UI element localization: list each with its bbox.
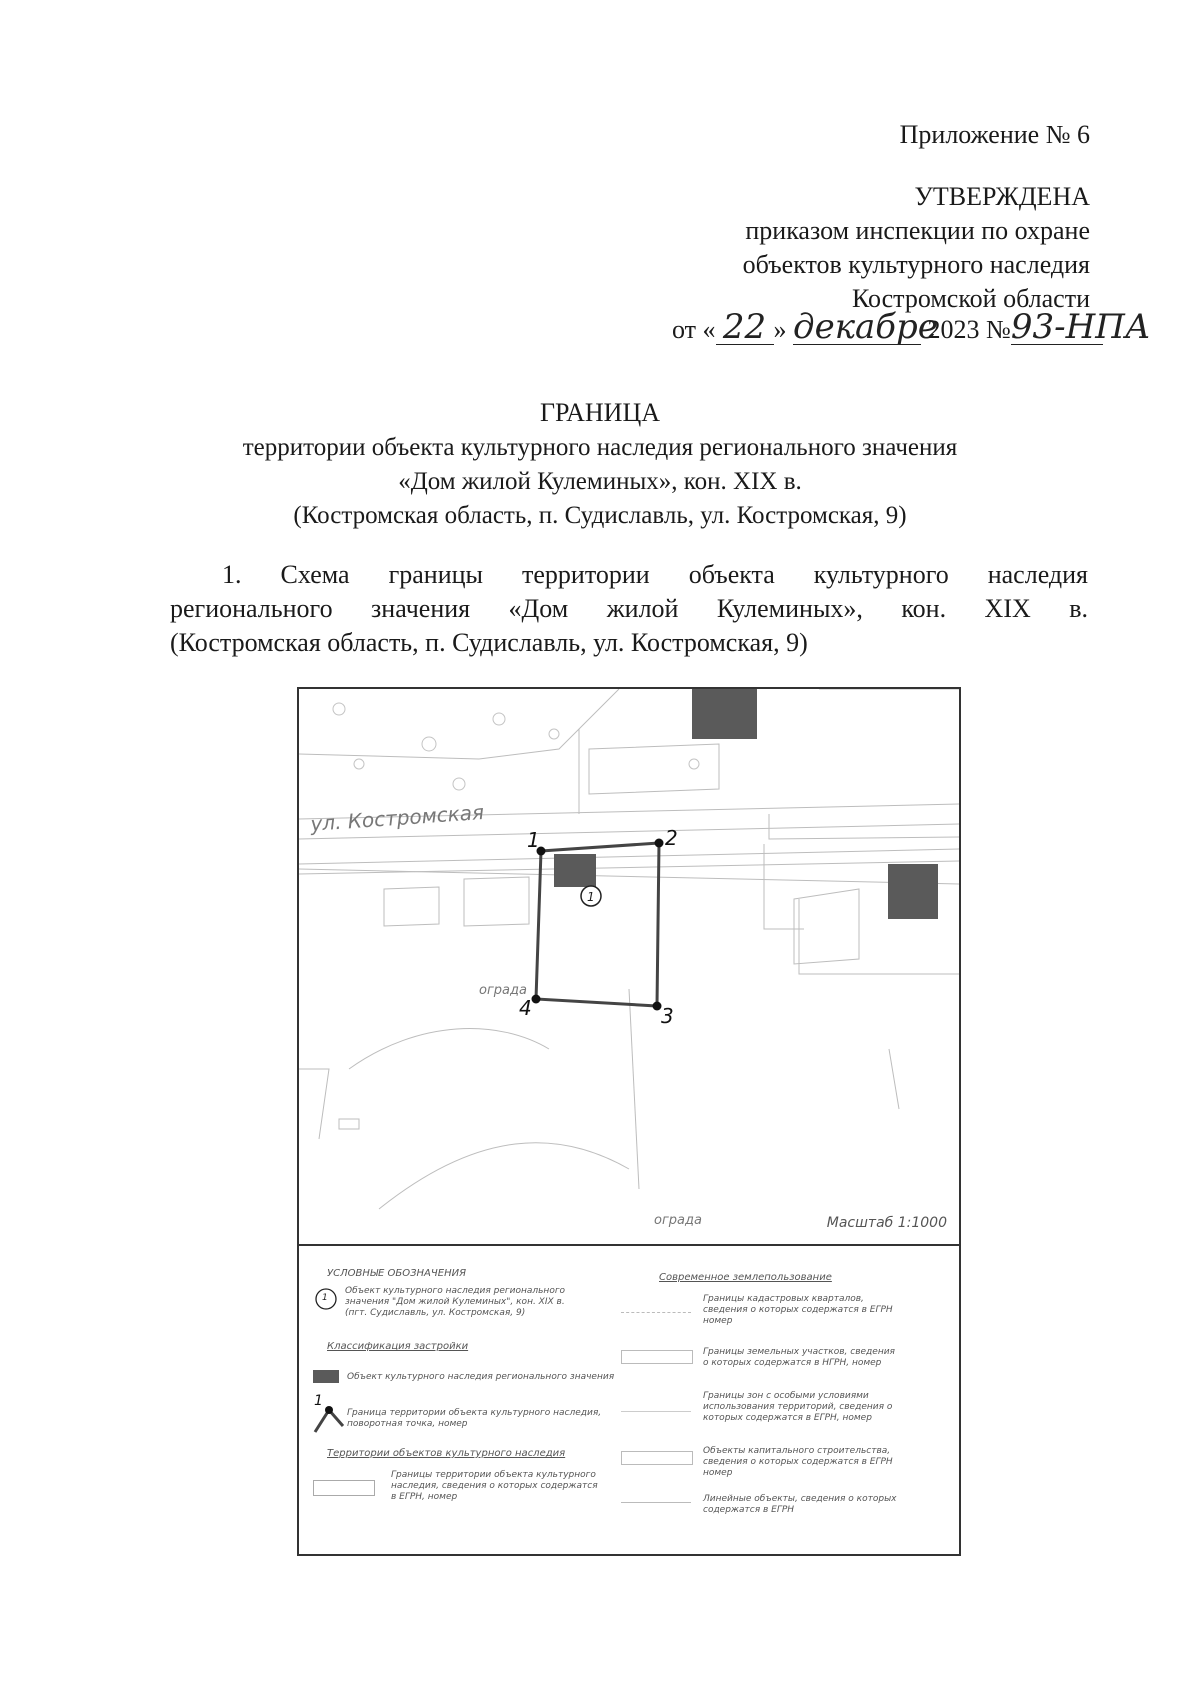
legend-modern-header: Современное землепользование: [659, 1272, 832, 1283]
section-1-line-1: 1. Схема границы территории объекта культурного наследия: [222, 560, 1088, 589]
legend-territory-text-2: наследия, сведения о которых содержатся: [391, 1481, 598, 1491]
legend-cadastral-text-2: сведения о которых содержатся в ЕГРН: [703, 1305, 893, 1315]
legend-zones-text-3: которых содержатся в ЕГРН, номер: [703, 1413, 872, 1423]
legend-capital-text-1: Объекты капитального строительства,: [703, 1446, 891, 1456]
appendix-label: Приложение № 6: [899, 120, 1090, 149]
heritage-building-north: [692, 689, 757, 739]
boundary-point-label-1: 1: [527, 828, 540, 852]
legend-object-marker-number: 1: [322, 1293, 328, 1303]
legend-object-text-1: Объект культурного наследия регионального: [345, 1286, 566, 1296]
legend-linear-text-1: Линейные объекты, сведения о которых: [703, 1494, 897, 1504]
legend-zones-swatch: [621, 1411, 691, 1412]
legend-zones-text-1: Границы зон с особыми условиями: [703, 1391, 869, 1401]
order-date-line: [672, 307, 1151, 347]
boundary-point-label-3: 3: [661, 1004, 674, 1028]
order-number-handwritten: 93-НПА: [1010, 307, 1151, 347]
legend-heritage-text: Объект культурного наследия регионального значения: [347, 1372, 615, 1382]
legend-territory-swatch: [313, 1480, 375, 1496]
title-line-1: территории объекта культурного наследия регионального значения: [242, 434, 958, 461]
legend-heritage-swatch: [313, 1370, 339, 1383]
boundary-point-label-4: 4: [519, 996, 532, 1020]
legend-linear-swatch: [621, 1502, 691, 1503]
boundary-point-label-2: 2: [665, 826, 678, 850]
legend-parcels-text-2: о которых содержатся в НГРН, номер: [703, 1358, 882, 1368]
map-scale: Масштаб 1:1000: [826, 1215, 947, 1231]
boundary-point-2: [655, 839, 664, 848]
date-year: 2023 №: [927, 315, 1011, 344]
legend-territories-header: Территории объектов культурного наследия: [327, 1448, 566, 1459]
legend-capital-swatch: [621, 1451, 693, 1465]
date-mid: »: [773, 315, 787, 344]
map-drawing: [299, 689, 959, 1244]
boundary-scheme-map: [297, 687, 961, 1556]
approved-by-line-2: объектов культурного наследия: [742, 250, 1090, 279]
legend-boundary-point-icon: [307, 1393, 347, 1438]
legend-object-text-3: (пгт. Судиславль, ул. Костромская, 9): [345, 1308, 526, 1318]
section-1-line-3: (Костромская область, п. Судиславль, ул. Костромская, 9): [170, 628, 808, 657]
fence-label-2: ограда: [654, 1213, 702, 1228]
legend-boundary-text-2: поворотная точка, номер: [347, 1419, 468, 1429]
legend-boundary-point-number: 1: [314, 1393, 323, 1409]
heritage-building-kuleminykh: [554, 854, 596, 887]
object-marker-number: 1: [587, 890, 595, 904]
legend-parcels-text-1: Границы земельных участков, сведения: [703, 1347, 895, 1357]
heritage-building-east: [888, 864, 938, 919]
legend-parcels-swatch: [621, 1350, 693, 1364]
map-legend: [299, 1244, 959, 1556]
legend-cadastral-text-3: номер: [703, 1316, 733, 1326]
legend-zones-text-2: использования территорий, сведения о: [703, 1402, 893, 1412]
approved-by-line-3: Костромской области: [851, 284, 1090, 313]
date-prefix: от «: [672, 315, 716, 344]
date-day-handwritten: 22: [716, 310, 774, 345]
title-line-3: (Костромская область, п. Судиславль, ул. Костромская, 9): [293, 502, 907, 529]
date-month-handwritten: декабре: [793, 307, 938, 347]
legend-territory-text-3: в ЕГРН, номер: [391, 1492, 458, 1502]
legend-cadastral-swatch: [621, 1300, 691, 1313]
fence-label-1: ограда: [479, 983, 527, 998]
legend-capital-text-3: номер: [703, 1468, 733, 1478]
legend-territory-text-1: Границы территории объекта культурного: [391, 1470, 596, 1480]
legend-cadastral-text-1: Границы кадастровых кварталов,: [703, 1294, 864, 1304]
legend-object-text-2: значения "Дом жилой Кулеминых", кон. XIX в.: [345, 1297, 565, 1307]
legend-classification-header: Классификация застройки: [327, 1341, 469, 1352]
street-label: ул. Костромская: [309, 799, 485, 836]
legend-linear-text-2: содержатся в ЕГРН: [703, 1505, 795, 1515]
legend-boundary-text-1: Граница территории объекта культурного наследия,: [347, 1408, 602, 1418]
title-line-2: «Дом жилой Кулеминых», кон. XIX в.: [398, 468, 802, 495]
legend-title: УСЛОВНЫЕ ОБОЗНАЧЕНИЯ: [327, 1268, 467, 1279]
legend-capital-text-2: сведения о которых содержатся в ЕГРН: [703, 1457, 893, 1467]
approved-label: УТВЕРЖДЕНА: [914, 182, 1090, 211]
boundary-point-4: [532, 995, 541, 1004]
approved-by-line-1: приказом инспекции по охране: [745, 216, 1090, 245]
section-1-line-2: регионального значения «Дом жилой Кулеминых», кон. XIX в.: [170, 594, 1088, 623]
document-title: ГРАНИЦА: [539, 398, 661, 427]
